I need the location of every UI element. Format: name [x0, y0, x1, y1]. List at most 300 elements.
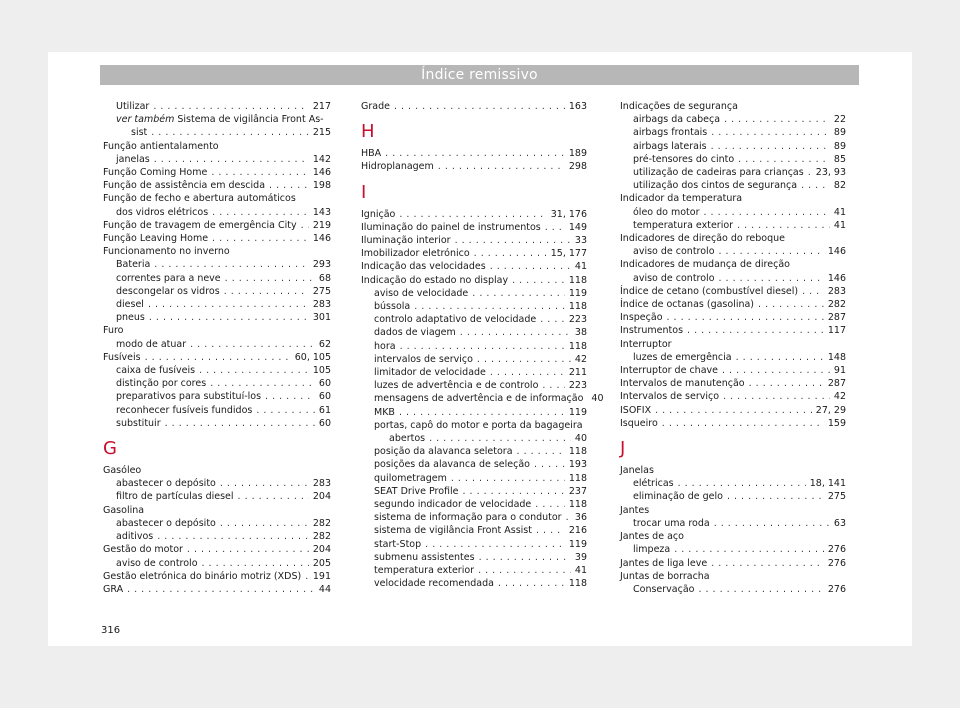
index-entry-page: 22 — [833, 114, 846, 126]
index-entry-term: Fusíveis — [103, 351, 141, 363]
index-entry — [103, 377, 331, 390]
index-entry-page: 60 — [318, 378, 331, 390]
index-entry — [620, 179, 846, 192]
index-entry — [361, 485, 587, 498]
index-entry-term: Função de assistência em descida — [103, 180, 266, 192]
index-entry-page: 223 — [568, 380, 587, 392]
index-entry-term: Índice de cetano (combustível diesel) — [620, 285, 799, 297]
dot-leader — [478, 564, 571, 577]
index-entry-page: 118 — [568, 472, 587, 484]
dot-leader — [429, 432, 571, 445]
index-entry-page: 149 — [568, 221, 587, 233]
index-entry-page: 89 — [833, 140, 846, 152]
index-heading-line: Juntas de borracha — [620, 570, 710, 582]
dot-leader — [127, 583, 315, 596]
index-letter-heading: H — [361, 121, 375, 143]
index-heading-line: Função antientalamento — [103, 140, 219, 152]
index-entry-page: 204 — [312, 544, 331, 556]
index-entry — [361, 498, 587, 511]
index-entry-term: Intervalos de manutenção — [620, 378, 745, 390]
index-heading-line — [103, 113, 331, 126]
index-entry — [361, 147, 587, 160]
index-entry-page: 15, 177 — [550, 248, 587, 260]
index-entry-term: utilização de cadeiras para crianças — [633, 167, 804, 179]
index-entry-term: bússola — [374, 301, 411, 313]
page-number: 316 — [101, 625, 121, 636]
index-entry-term: hora — [374, 340, 396, 352]
index-entry-page: 118 — [568, 340, 587, 352]
index-entry-term: dos vidros elétricos — [116, 206, 209, 218]
dot-leader — [545, 221, 565, 234]
index-entry-term: Indicação das velocidades — [361, 261, 486, 273]
dot-leader — [749, 377, 824, 390]
dot-leader — [399, 208, 546, 221]
index-entry-term: Utilizar — [116, 101, 150, 112]
dot-leader — [724, 113, 830, 126]
index-column-2 — [361, 100, 604, 591]
index-entry-page: 61 — [318, 404, 331, 416]
index-entry-page: 293 — [312, 259, 331, 271]
index-entry-term: Intervalos de serviço — [620, 391, 720, 403]
index-entry-term: trocar uma roda — [633, 517, 710, 529]
index-entry-term: filtro de partículas diesel — [116, 491, 234, 503]
dot-leader — [704, 206, 830, 219]
index-entry-page: 40 — [591, 393, 604, 405]
index-entry-term: start-Stop — [374, 538, 422, 550]
index-entry — [361, 577, 587, 590]
dot-leader — [394, 100, 565, 113]
index-entry-page: 27, 29 — [815, 404, 846, 416]
dot-leader — [472, 287, 565, 300]
index-entry — [103, 311, 331, 324]
index-entry-term: sist — [131, 127, 148, 139]
index-entry-term: Função de travagem de emergência City — [103, 219, 297, 231]
index-entry-page: 146 — [827, 272, 846, 284]
dot-leader — [517, 445, 565, 458]
index-entry-term: GRA — [103, 583, 124, 595]
index-entry-term: luzes de advertência e de controlo — [374, 380, 539, 392]
index-entry-term: Função Leaving Home — [103, 233, 209, 245]
see-also-text: Sistema de vigilância Front As- — [174, 114, 324, 126]
index-heading-line: Interruptor — [620, 338, 672, 350]
see-also-label: ver também — [116, 114, 175, 126]
index-entry — [361, 379, 587, 392]
index-entry-page: 283 — [312, 299, 331, 311]
index-entry-page: 119 — [568, 406, 587, 418]
index-entry-term: abastecer o depósito — [116, 478, 216, 490]
index-entry — [620, 113, 846, 126]
index-entry-term: aviso de controlo — [116, 557, 198, 569]
index-entry-page: 33 — [574, 235, 587, 247]
index-entry-page: 44 — [318, 583, 331, 595]
index-entry-page: 18, 141 — [809, 478, 846, 490]
index-entry-page: 117 — [827, 325, 846, 337]
dot-leader — [151, 126, 309, 139]
index-entry-page: 41 — [833, 206, 846, 218]
dot-leader — [479, 551, 571, 564]
dot-leader — [512, 274, 565, 287]
dot-leader — [212, 206, 309, 219]
index-entry-term: Isqueiro — [620, 417, 658, 429]
dot-leader — [305, 570, 309, 583]
dot-leader — [719, 245, 824, 258]
dot-leader — [238, 490, 309, 503]
index-entry-page: 62 — [318, 338, 331, 350]
dot-leader — [211, 166, 309, 179]
index-entry-page: 42 — [574, 353, 587, 365]
index-entry-page: 118 — [568, 274, 587, 286]
index-entry — [103, 417, 331, 430]
index-entry-page: 301 — [312, 312, 331, 324]
index-entry-term: Iluminação interior — [361, 235, 451, 247]
index-entry-page: 276 — [827, 557, 846, 569]
dot-leader — [678, 477, 806, 490]
index-entry — [103, 206, 331, 219]
index-entry-term: Função Coming Home — [103, 167, 208, 179]
dot-leader — [714, 517, 830, 530]
index-entry-page: 118 — [568, 301, 587, 313]
index-heading-line: Jantes — [620, 504, 650, 516]
dot-leader — [736, 351, 824, 364]
index-entry-page: 118 — [568, 446, 587, 458]
dot-leader — [154, 153, 309, 166]
index-entry — [103, 570, 331, 583]
index-entry-page: 211 — [568, 367, 587, 379]
index-heading-line: Janelas — [620, 465, 654, 477]
dot-leader — [490, 260, 571, 273]
dot-leader — [566, 511, 571, 524]
index-entry-page: 283 — [312, 478, 331, 490]
index-entry-term: utilização dos cintos de segurança — [633, 180, 798, 192]
index-entry-term: MKB — [374, 406, 395, 418]
index-entry-term: controlo adaptativo de velocidade — [374, 314, 537, 326]
index-entry — [620, 153, 846, 166]
dot-leader — [225, 272, 315, 285]
index-entry — [620, 166, 846, 179]
dot-leader — [145, 351, 291, 364]
dot-leader — [808, 166, 812, 179]
index-entry-page: 89 — [833, 127, 846, 139]
index-entry — [361, 511, 587, 524]
index-entry — [620, 417, 846, 430]
index-entry-term: Grade — [361, 101, 390, 112]
index-entry — [620, 390, 846, 403]
index-entry-term: posições da alavanca de seleção — [374, 459, 530, 471]
dot-leader — [301, 219, 309, 232]
dot-leader — [687, 324, 824, 337]
index-entry — [103, 272, 331, 285]
index-entry-term: dados de viagem — [374, 327, 456, 339]
index-entry-term: aviso de controlo — [633, 272, 715, 284]
dot-leader — [400, 340, 565, 353]
index-entry — [361, 260, 587, 273]
index-entry — [620, 206, 846, 219]
index-entry-term: airbags frontais — [633, 127, 708, 139]
index-entry-page: 204 — [312, 491, 331, 503]
dot-leader — [148, 298, 309, 311]
index-entry-term: Conservação — [633, 583, 695, 595]
index-entry — [620, 557, 846, 570]
index-column-3 — [620, 100, 846, 596]
index-entry-term: substituir — [116, 417, 161, 429]
dot-leader — [269, 179, 309, 192]
dot-leader — [719, 272, 824, 285]
index-entry — [103, 126, 331, 139]
index-heading-line: Gasolina — [103, 504, 145, 516]
dot-leader — [153, 100, 309, 113]
index-entry-term: airbags da cabeça — [633, 114, 721, 126]
index-entry — [620, 272, 846, 285]
index-entry — [103, 298, 331, 311]
index-entry-term: sistema de vigilância Front Assist — [374, 525, 532, 537]
index-entry-page: 60 — [318, 391, 331, 403]
index-entry — [620, 140, 846, 153]
index-entry-page: 63 — [833, 517, 846, 529]
index-entry — [361, 538, 587, 551]
index-heading-line: Indicador da temperatura — [620, 193, 743, 205]
index-entry — [103, 285, 331, 298]
index-entry-page: 41 — [574, 261, 587, 273]
dot-leader — [534, 458, 565, 471]
dot-leader — [737, 219, 830, 232]
index-entry — [361, 247, 587, 260]
index-entry-page: 276 — [827, 544, 846, 556]
index-entry-page: 31, 176 — [550, 208, 587, 220]
index-entry — [103, 517, 331, 530]
index-entry-term: Iluminação do painel de instrumentos — [361, 221, 541, 233]
index-entry — [103, 477, 331, 490]
index-column-1 — [103, 100, 331, 596]
dot-leader — [711, 126, 830, 139]
index-entry-page: 198 — [312, 180, 331, 192]
index-entry-page: 148 — [827, 351, 846, 363]
dot-leader — [542, 379, 564, 392]
dot-leader — [414, 300, 565, 313]
index-entry-term: caixa de fusíveis — [116, 365, 196, 377]
index-entry-page: 60 — [318, 417, 331, 429]
index-entry — [620, 351, 846, 364]
index-entry — [361, 472, 587, 485]
index-entry-page: 237 — [568, 485, 587, 497]
index-entry-page: 275 — [827, 491, 846, 503]
index-entry — [620, 490, 846, 503]
dot-leader — [425, 538, 565, 551]
index-entry — [361, 160, 587, 173]
dot-leader — [498, 577, 565, 590]
dot-leader — [451, 472, 565, 485]
index-entry-term: Ignição — [361, 208, 396, 220]
index-heading-line: Indicações de segurança — [620, 101, 738, 112]
index-entry-term: diesel — [116, 299, 144, 311]
index-entry-page: 142 — [312, 153, 331, 165]
dot-leader — [674, 543, 824, 556]
index-entry-page: 118 — [568, 499, 587, 511]
index-entry-page: 217 — [312, 101, 331, 112]
index-entry — [361, 208, 587, 221]
index-entry-term: intervalos de serviço — [374, 353, 473, 365]
index-entry-page: 39 — [574, 551, 587, 563]
index-entry-term: eliminação de gelo — [633, 491, 723, 503]
index-entry — [103, 166, 331, 179]
index-heading-line: Furo — [103, 325, 124, 337]
index-entry-page: 282 — [312, 531, 331, 543]
dot-leader — [157, 530, 309, 543]
dot-leader — [187, 543, 309, 556]
index-entry-page: 146 — [827, 246, 846, 258]
index-entry-page: 42 — [833, 391, 846, 403]
index-entry — [620, 517, 846, 530]
index-entry-term: Instrumentos — [620, 325, 684, 337]
index-entry-term: Indicação do estado no display — [361, 274, 509, 286]
index-entry-page: 146 — [312, 233, 331, 245]
index-entry-page: 23, 93 — [815, 167, 846, 179]
index-entry-term: temperatura exterior — [633, 219, 734, 231]
index-entry — [103, 404, 331, 417]
index-entry-term: limitador de velocidade — [374, 367, 486, 379]
index-entry-page: 118 — [568, 578, 587, 590]
dot-leader — [199, 364, 309, 377]
index-entry — [361, 340, 587, 353]
dot-leader — [265, 390, 315, 403]
index-entry — [361, 274, 587, 287]
index-entry-page: 41 — [574, 565, 587, 577]
dot-leader — [224, 285, 309, 298]
index-entry-page: 36 — [574, 512, 587, 524]
index-heading-line: Indicadores de mudança de direção — [620, 259, 790, 271]
index-entry-term: airbags laterais — [633, 140, 707, 152]
index-entry-page: 40 — [574, 433, 587, 445]
index-header-bar — [100, 65, 859, 85]
dot-leader — [738, 153, 830, 166]
index-entry-page: 215 — [312, 127, 331, 139]
index-entry — [361, 326, 587, 339]
index-entry-page: 287 — [827, 378, 846, 390]
index-entry-page: 191 — [312, 570, 331, 582]
index-entry-term: pneus — [116, 312, 145, 324]
index-entry-page: 189 — [568, 148, 587, 160]
index-entry-page: 119 — [568, 287, 587, 299]
index-entry — [361, 366, 587, 379]
index-letter-heading: G — [103, 438, 117, 460]
index-entry — [103, 390, 331, 403]
index-entry-term: janelas — [116, 153, 150, 165]
index-entry-term: modo de atuar — [116, 338, 187, 350]
dot-leader — [149, 311, 309, 324]
index-entry-term: mensagens de advertência e de informação — [374, 393, 584, 405]
index-entry — [103, 338, 331, 351]
dot-leader — [165, 417, 315, 430]
dot-leader — [758, 298, 824, 311]
index-entry-term: HBA — [361, 148, 382, 160]
index-entry-page: 275 — [312, 285, 331, 297]
index-entry-page: 193 — [568, 459, 587, 471]
index-entry — [103, 351, 331, 364]
dot-leader — [455, 234, 571, 247]
index-entry-page: 41 — [833, 219, 846, 231]
dot-leader — [722, 364, 830, 377]
index-entry — [103, 543, 331, 556]
index-entry-page: 216 — [568, 525, 587, 537]
index-entry — [361, 524, 587, 537]
index-entry-page: 298 — [568, 161, 587, 173]
dot-leader — [477, 353, 571, 366]
index-entry-page: 283 — [827, 285, 846, 297]
index-entry-term: abertos — [389, 433, 426, 445]
dot-leader — [667, 311, 824, 324]
index-entry-term: Bateria — [116, 259, 151, 271]
index-entry-page: 85 — [833, 153, 846, 165]
index-entry — [103, 219, 331, 232]
index-entry-term: aditivos — [116, 531, 154, 543]
index-entry-page: 68 — [318, 272, 331, 284]
index-entry — [620, 477, 846, 490]
dot-leader — [723, 390, 830, 403]
index-entry — [361, 392, 604, 405]
dot-leader — [662, 417, 824, 430]
index-heading-line: Jantes de aço — [620, 531, 684, 543]
index-entry — [361, 406, 587, 419]
dot-leader — [711, 557, 824, 570]
index-entry — [620, 324, 846, 337]
index-entry — [361, 234, 587, 247]
dot-leader — [535, 498, 565, 511]
index-entry-page: 163 — [568, 101, 587, 112]
index-entry-term: luzes de emergência — [633, 351, 732, 363]
index-entry-term: elétricas — [633, 478, 674, 490]
index-entry — [103, 557, 331, 570]
index-entry — [361, 100, 587, 113]
dot-leader — [655, 404, 812, 417]
index-entry-term: Inspeção — [620, 312, 663, 324]
index-entry — [361, 432, 587, 445]
dot-leader — [399, 406, 565, 419]
index-entry — [620, 298, 846, 311]
index-entry-term: distinção por cores — [116, 378, 207, 390]
index-entry — [620, 543, 846, 556]
index-entry — [620, 311, 846, 324]
index-entry-term: aviso de velocidade — [374, 287, 469, 299]
index-heading-line: Função de fecho e abertura automáticos — [103, 193, 296, 205]
index-entry — [620, 245, 846, 258]
index-entry-page: 219 — [312, 219, 331, 231]
index-entry — [620, 377, 846, 390]
dot-leader — [210, 377, 315, 390]
index-entry — [620, 583, 846, 596]
index-entry — [103, 179, 331, 192]
index-entry-term: reconhecer fusíveis fundidos — [116, 404, 253, 416]
dot-leader — [154, 258, 309, 271]
index-entry-page: 205 — [312, 557, 331, 569]
index-entry-page: 223 — [568, 314, 587, 326]
dot-leader — [474, 247, 547, 260]
index-entry-term: abastecer o depósito — [116, 517, 216, 529]
index-entry — [361, 353, 587, 366]
dot-leader — [438, 160, 565, 173]
index-entry — [620, 404, 846, 417]
index-letter-heading: I — [361, 181, 367, 203]
index-entry — [361, 445, 587, 458]
index-entry — [361, 300, 587, 313]
index-entry-term: quilometragem — [374, 472, 447, 484]
index-entry-page: 119 — [568, 538, 587, 550]
index-entry — [103, 100, 331, 113]
index-heading-line: Gasóleo — [103, 465, 142, 477]
index-entry — [620, 285, 846, 298]
index-entry-term: descongelar os vidros — [116, 285, 220, 297]
index-entry — [361, 287, 587, 300]
dot-leader — [212, 232, 309, 245]
dot-leader — [536, 524, 565, 537]
